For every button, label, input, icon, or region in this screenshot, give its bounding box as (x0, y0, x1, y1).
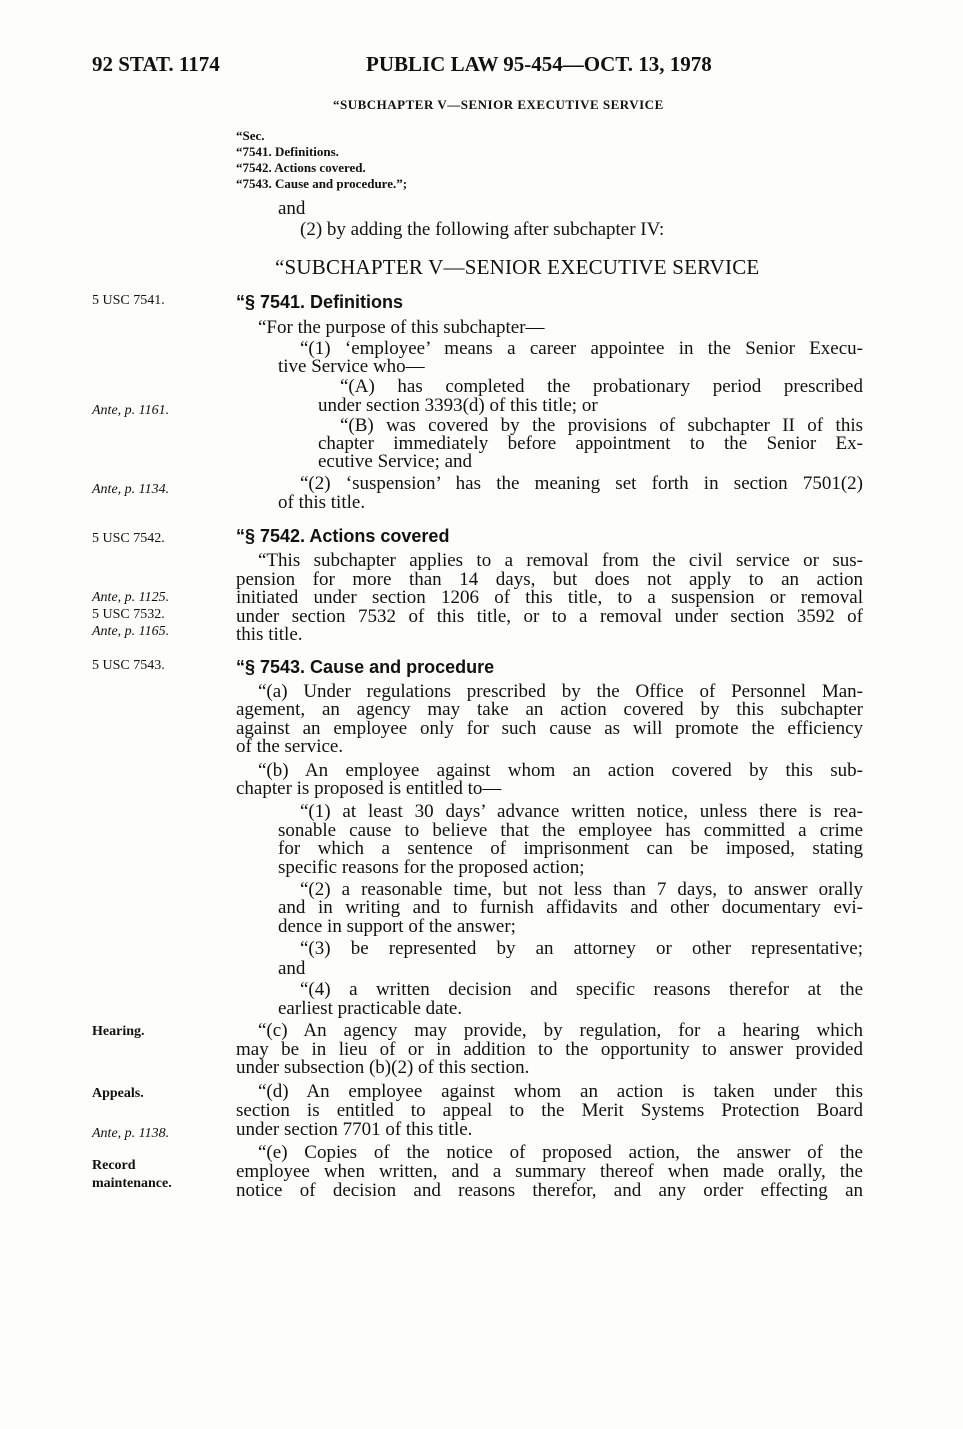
section-heading-7541: “§ 7541. Definitions (236, 292, 404, 312)
body-line: earliest practicable date. (278, 998, 463, 1019)
margin-note: Ante, p. 1125. (92, 590, 170, 605)
body-line: “(1) ‘employee’ means a career appointee in the Senior Execu- (300, 338, 863, 359)
body-line: of the service. (236, 736, 344, 757)
intro-item-2: (2) by adding the following after subchapter IV: (300, 219, 665, 240)
section-heading-7543: “§ 7543. Cause and procedure (236, 657, 495, 677)
body-line: “(2) a reasonable time, but not less than 7 days, to answer orally (300, 879, 863, 900)
body-line: pension for more than 14 days, but does not apply to an action (236, 569, 863, 590)
margin-note: 5 USC 7541. (92, 293, 165, 308)
body-line: “(A) has completed the probationary period prescribed (340, 376, 863, 397)
toc-item: “7543. Cause and procedure.”; (236, 176, 408, 191)
margin-note: 5 USC 7532. (92, 607, 165, 622)
margin-note: Ante, p. 1138. (92, 1126, 170, 1141)
body-line: under section 7532 of this title, or to a removal under section 3592 of (236, 606, 863, 627)
margin-note-record: maintenance. (92, 1176, 172, 1191)
body-line: sonable cause to believe that the employee has committed a crime (278, 820, 863, 841)
toc-sec-label: “Sec. (236, 128, 265, 143)
body-line: and (278, 958, 306, 979)
toc-item: “7541. Definitions. (236, 144, 339, 159)
margin-note: Ante, p. 1161. (92, 403, 170, 418)
margin-note-record: Record (92, 1158, 136, 1173)
body-line: notice of decision and reasons therefor, and any order effecting an (236, 1180, 863, 1201)
margin-note-hearing: Hearing. (92, 1024, 145, 1039)
body-line: may be in lieu of or in addition to the opportunity to answer provided (236, 1039, 863, 1060)
body-line: against an employee only for such cause as will promote the efficiency (236, 718, 863, 739)
margin-note: Ante, p. 1134. (92, 482, 170, 497)
body-line: “This subchapter applies to a removal from the civil service or sus- (258, 550, 863, 571)
toc-item: “7542. Actions covered. (236, 160, 366, 175)
body-line: under subsection (b)(2) of this section. (236, 1057, 530, 1078)
body-line: tive Service who— (278, 356, 425, 377)
body-line: “(2) ‘suspension’ has the meaning set forth in section 7501(2) (300, 473, 863, 494)
body-line: “(1) at least 30 days’ advance written notice, unless there is rea- (300, 801, 863, 822)
body-line: chapter is proposed is entitled to— (236, 778, 502, 799)
body-line: of this title. (278, 492, 366, 513)
body-line: chapter immediately before appointment to the Senior Ex- (318, 433, 863, 454)
margin-note: Ante, p. 1165. (92, 624, 170, 639)
body-line: dence in support of the answer; (278, 916, 516, 937)
body-line: “(e) Copies of the notice of proposed action, the answer of the (258, 1142, 863, 1163)
section-heading-7542: “§ 7542. Actions covered (236, 526, 450, 546)
body-line: specific reasons for the proposed action; (278, 857, 585, 878)
subchapter-heading: “SUBCHAPTER V—SENIOR EXECUTIVE SERVICE (275, 255, 760, 279)
body-line: “(3) be represented by an attorney or other representative; (300, 938, 863, 959)
body-line: under section 3393(d) of this title; or (318, 395, 598, 416)
body-line: “(a) Under regulations prescribed by the Office of Personnel Man- (258, 681, 863, 702)
body-line: “(b) An employee against whom an action covered by this sub- (258, 760, 863, 781)
body-line: initiated under section 1206 of this title, to a suspension or removal (236, 587, 863, 608)
body-line: and in writing and to furnish affidavits and other documentary evi- (278, 897, 863, 918)
margin-note: 5 USC 7543. (92, 658, 165, 673)
body-line: this title. (236, 624, 303, 645)
body-line: “For the purpose of this subchapter— (258, 317, 545, 338)
body-line: for which a sentence of imprisonment can be imposed, stating (278, 838, 863, 859)
body-line: section is entitled to appeal to the Merit Systems Protection Board (236, 1100, 863, 1121)
body-line: employee when written, and a summary thereof when made orally, the (236, 1161, 863, 1182)
body-line: “(4) a written decision and specific reasons therefor at the (300, 979, 863, 1000)
margin-note-appeals: Appeals. (92, 1086, 144, 1101)
body-line: “(d) An employee against whom an action is taken under this (258, 1081, 863, 1102)
margin-note: 5 USC 7542. (92, 531, 165, 546)
page-running-title: PUBLIC LAW 95-454—OCT. 13, 1978 (366, 52, 712, 76)
body-line: “(B) was covered by the provisions of subchapter II of this (340, 415, 863, 436)
body-line: under section 7701 of this title. (236, 1119, 473, 1140)
body-line: “(c) An agency may provide, by regulation, for a hearing which (258, 1020, 863, 1041)
body-line: ecutive Service; and (318, 451, 473, 472)
body-line: agement, an agency may take an action covered by this subchapter (236, 699, 863, 720)
intro-and: and (278, 198, 306, 219)
page-stat-citation: 92 STAT. 1174 (92, 52, 220, 76)
toc-heading: “SUBCHAPTER V—SENIOR EXECUTIVE SERVICE (333, 97, 664, 112)
